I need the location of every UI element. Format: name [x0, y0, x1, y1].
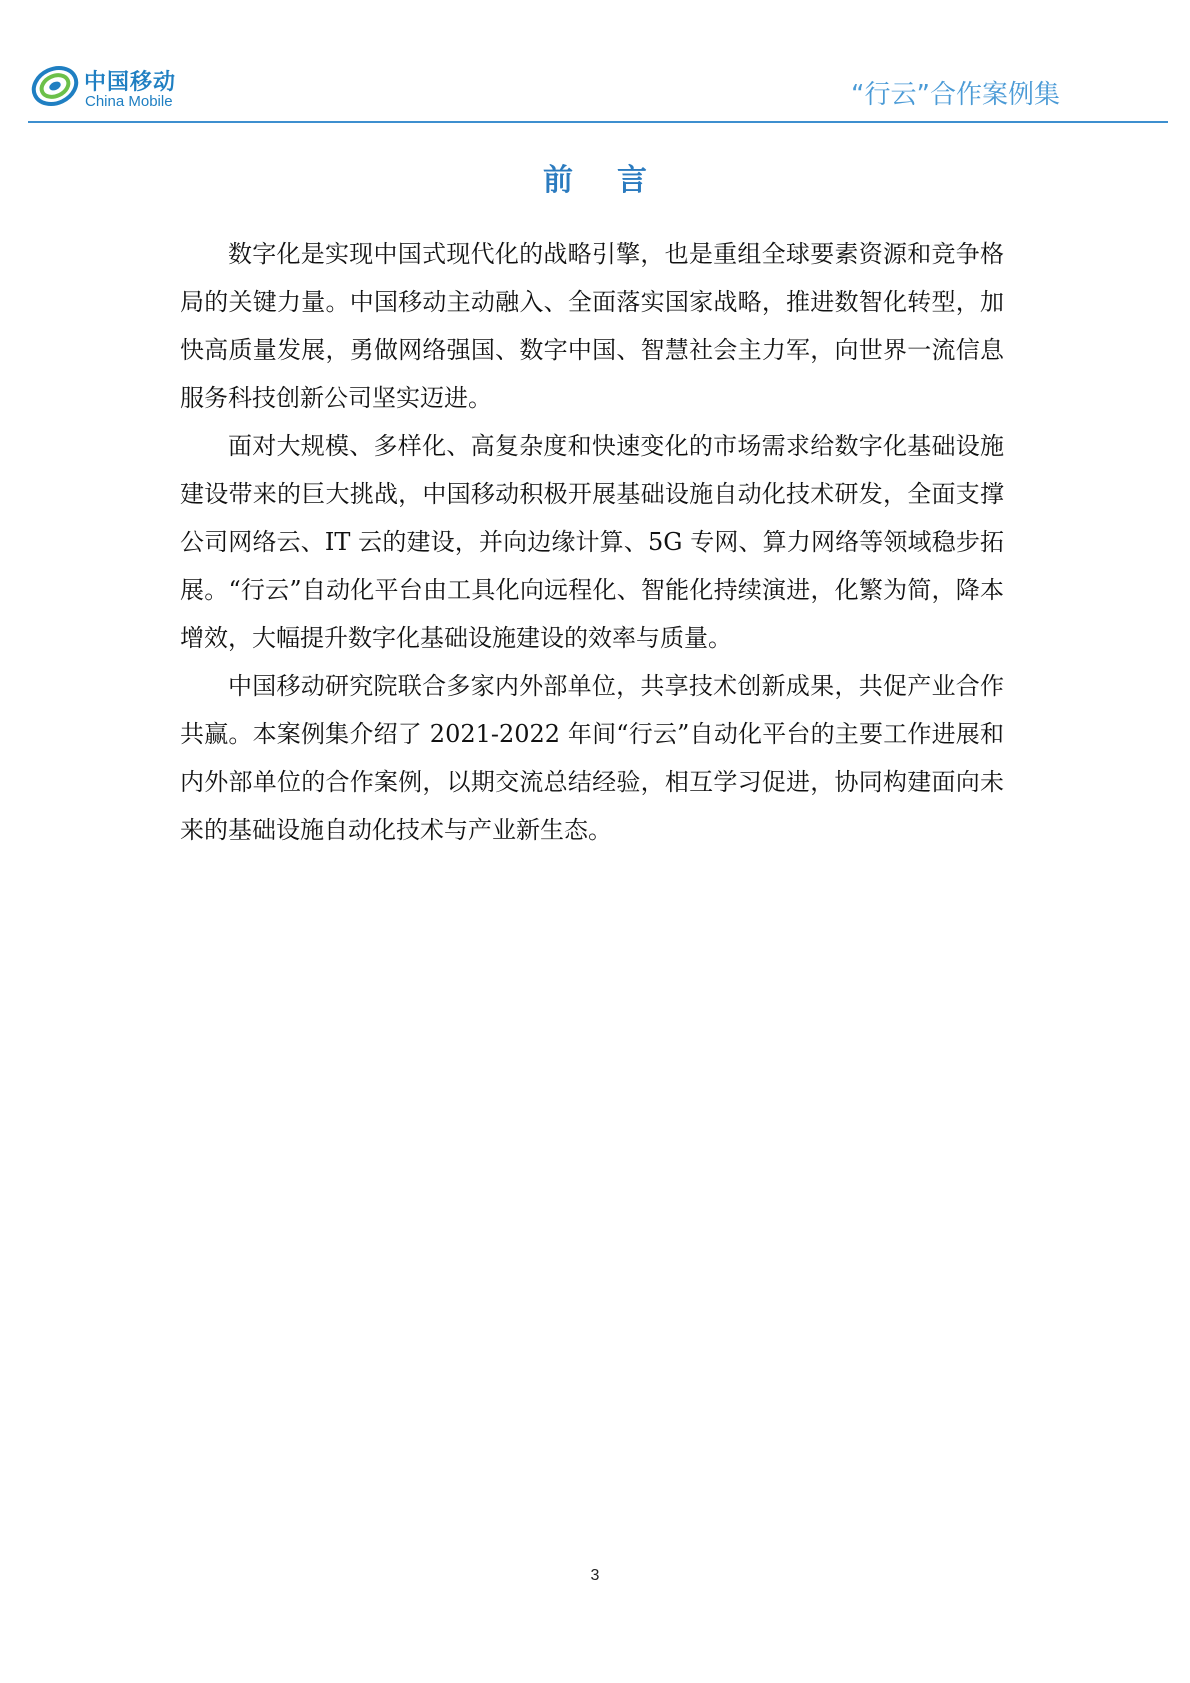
- logo-text-cn: 中国移动: [84, 70, 177, 95]
- paragraph-3: 中国移动研究院联合多家内外部单位，共享技术创新成果，共促产业合作共赢。本案例集介绍了 2021-2022 年间“行云”自动化平台的主要工作进展和内外部单位的合作案例，以期交流总结经验，相互学习促进，协同构建面向未来的基础设施自动化技术与产业新生态。: [180, 672, 1004, 844]
- page-title: 前言: [543, 163, 691, 198]
- header-divider: [28, 121, 1168, 123]
- document-series-title: “行云”合作案例集: [851, 80, 1060, 110]
- body-content: [180, 230, 1004, 854]
- page-number: 3: [590, 1567, 600, 1584]
- page-header: [0, 0, 1190, 125]
- logo-text-en: China Mobile: [85, 93, 173, 110]
- china-mobile-logo: [30, 60, 210, 116]
- china-mobile-logo-icon: [30, 64, 80, 108]
- paragraph-2: 面对大规模、多样化、高复杂度和快速变化的市场需求给数字化基础设施建设带来的巨大挑战，中国移动积极开展基础设施自动化技术研发，全面支撑公司网络云、IT 云的建设，并向边缘计算、5G 专网、算力网络等领域稳步拓展。“行云”自动化平台由工具化向远程化、智能化持续演进，化繁为简，降本增效，大幅提升数字化基础设施建设的效率与质量。: [180, 432, 1004, 652]
- paragraph-1: 数字化是实现中国式现代化的战略引擎，也是重组全球要素资源和竞争格局的关键力量。中国移动主动融入、全面落实国家战略，推进数智化转型，加快高质量发展，勇做网络强国、数字中国、智慧社会主力军，向世界一流信息服务科技创新公司坚实迈进。: [180, 240, 1004, 412]
